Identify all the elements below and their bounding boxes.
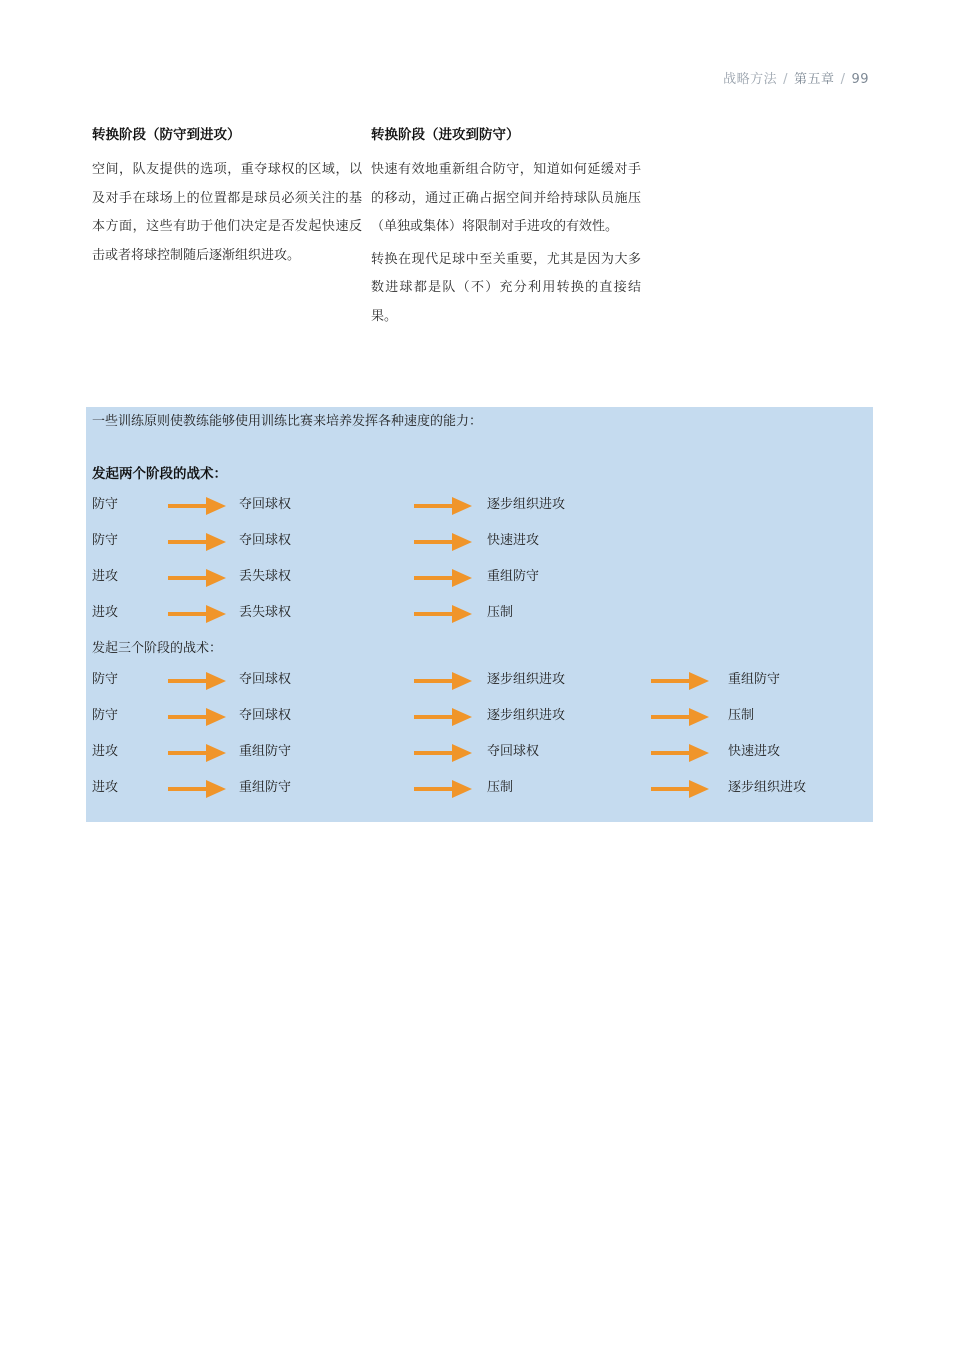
tactic-row [86, 741, 873, 763]
tactic-step: 快速进攻 [728, 744, 781, 759]
header-chapter: 第五章 [794, 72, 835, 87]
arrow-right-icon [168, 707, 228, 727]
right-column-paragraph: 转换在现代足球中至关重要，尤其是因为大多数进球都是队（不）充分利用转换的直接结果。 [371, 251, 641, 324]
tactic-step: 进攻 [92, 744, 119, 759]
arrow-right-icon [414, 671, 474, 691]
arrow-right-icon [414, 604, 474, 624]
arrow-right-icon [168, 671, 228, 691]
tactic-step: 防守 [92, 533, 119, 548]
tactic-step: 重组防守 [239, 780, 292, 795]
tactic-row [86, 705, 873, 727]
tactic-step: 重组防守 [487, 569, 540, 584]
arrow-right-icon [414, 568, 474, 588]
arrow-right-icon [168, 743, 228, 763]
left-column-title: 转换阶段（防守到进攻） [92, 127, 241, 143]
arrow-right-icon [414, 532, 474, 552]
tactic-step: 夺回球权 [239, 533, 292, 548]
tactic-row [86, 494, 873, 516]
arrow-right-icon [168, 779, 228, 799]
header-separator: / [783, 72, 789, 87]
tactic-row [86, 530, 873, 552]
header-section: 战略方法 [723, 72, 778, 87]
arrow-right-icon [651, 707, 711, 727]
tactic-step: 压制 [487, 605, 514, 620]
tactic-step: 重组防守 [239, 744, 292, 759]
tactic-step: 快速进攻 [487, 533, 540, 548]
tactic-step: 进攻 [92, 569, 119, 584]
tactic-step: 逐步组织进攻 [487, 672, 566, 687]
tactic-step: 防守 [92, 672, 119, 687]
tactic-row [86, 566, 873, 588]
arrow-right-icon [414, 779, 474, 799]
tactic-step: 压制 [728, 708, 755, 723]
tactic-row [86, 669, 873, 691]
running-header [723, 68, 869, 87]
arrow-right-icon [168, 604, 228, 624]
tactic-step: 防守 [92, 708, 119, 723]
tactics-intro: 一些训练原则使教练能够使用训练比赛来培养发挥各种速度的能力： [92, 414, 483, 429]
tactic-step: 夺回球权 [239, 497, 292, 512]
tactic-step: 逐步组织进攻 [487, 497, 566, 512]
tactic-step: 丢失球权 [239, 569, 292, 584]
arrow-right-icon [168, 532, 228, 552]
tactic-step: 夺回球权 [239, 672, 292, 687]
tactic-step: 丢失球权 [239, 605, 292, 620]
arrow-right-icon [168, 568, 228, 588]
right-column-paragraph: 快速有效地重新组合防守，知道如何延缓对手的移动，通过正确占据空间并给持球队员施压（单独或集体）将限制对手进攻的有效性。 [371, 162, 641, 234]
arrow-right-icon [414, 707, 474, 727]
arrow-right-icon [414, 743, 474, 763]
tactic-step: 夺回球权 [239, 708, 292, 723]
tactic-step: 进攻 [92, 780, 119, 795]
arrow-right-icon [168, 496, 228, 516]
header-separator: / [840, 72, 846, 87]
tactic-step: 进攻 [92, 605, 119, 620]
arrow-right-icon [651, 779, 711, 799]
left-column [92, 124, 362, 274]
tactic-step: 逐步组织进攻 [487, 708, 566, 723]
tactic-step: 防守 [92, 497, 119, 512]
tactic-row [86, 602, 873, 624]
page-number: 99 [851, 72, 869, 87]
tactic-row [86, 777, 873, 799]
tactic-step: 逐步组织进攻 [728, 780, 807, 795]
tactic-step: 压制 [487, 780, 514, 795]
left-column-paragraph: 空间，队友提供的选项，重夺球权的区域，以及对手在球场上的位置都是球员必须关注的基本方面，这些有助于他们决定是否发起快速反击或者将球控制随后逐渐组织进攻。 [92, 162, 362, 263]
right-column-title: 转换阶段（进攻到防守） [371, 127, 520, 143]
two-phase-title: 发起两个阶段的战术： [92, 466, 227, 482]
tactic-step: 夺回球权 [487, 744, 540, 759]
tactics-box [86, 407, 873, 822]
right-column [371, 124, 641, 335]
tactic-step: 重组防守 [728, 672, 781, 687]
arrow-right-icon [414, 496, 474, 516]
arrow-right-icon [651, 743, 711, 763]
arrow-right-icon [651, 671, 711, 691]
three-phase-title: 发起三个阶段的战术： [92, 641, 223, 656]
